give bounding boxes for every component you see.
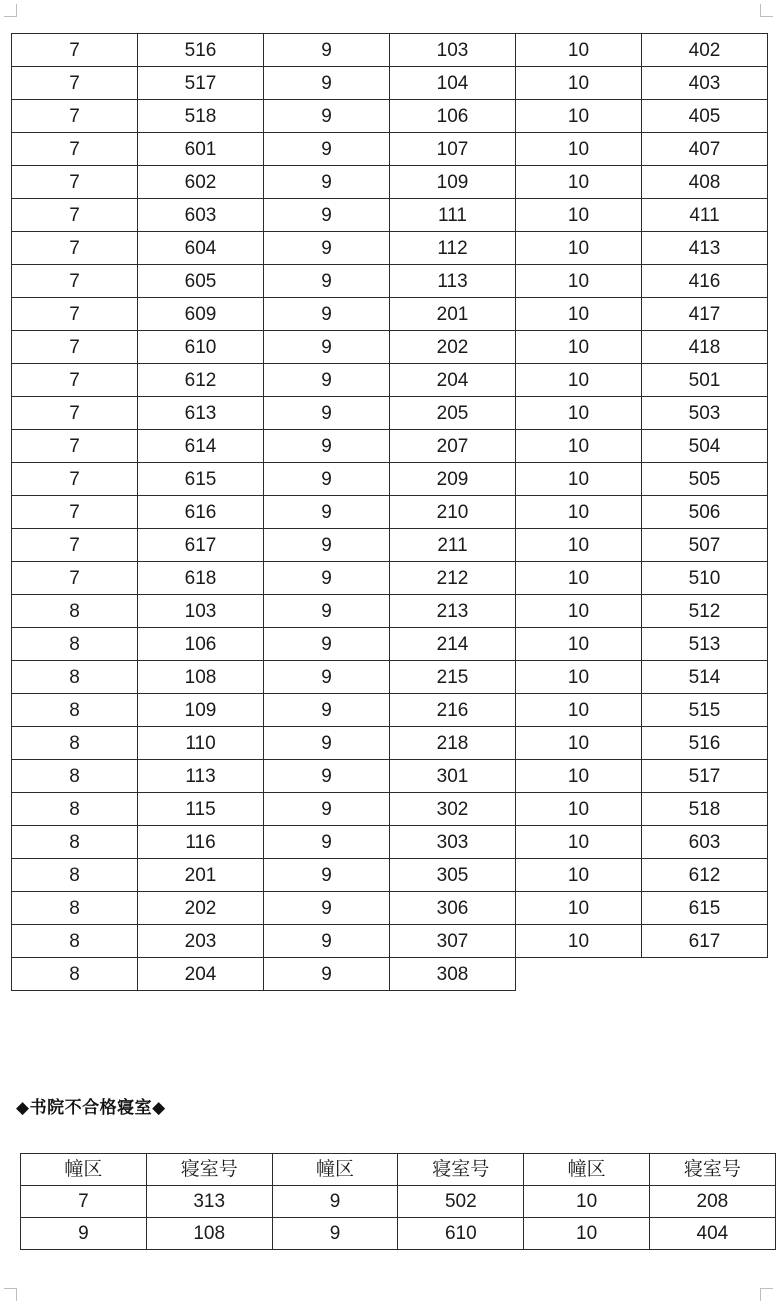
building-cell: 10: [516, 232, 642, 265]
room-cell: 601: [138, 133, 264, 166]
building-cell: 9: [264, 859, 390, 892]
room-cell: 505: [642, 463, 768, 496]
room-cell: 617: [642, 925, 768, 958]
room-cell: 618: [138, 562, 264, 595]
section-heading: ◆书院不合格寝室◆: [16, 1098, 166, 1118]
room-cell: 204: [138, 958, 264, 991]
building-cell: 9: [264, 298, 390, 331]
table-row: [12, 331, 768, 364]
room-cell: 307: [390, 925, 516, 958]
dormitory-list-body: [12, 34, 768, 991]
room-cell: 205: [390, 397, 516, 430]
building-cell: 9: [264, 100, 390, 133]
building-cell: 9: [272, 1186, 398, 1218]
building-cell: 9: [264, 661, 390, 694]
table-row: [12, 397, 768, 430]
building-cell: 10: [516, 265, 642, 298]
building-cell: 8: [12, 826, 138, 859]
table-row: [12, 529, 768, 562]
room-cell: 218: [390, 727, 516, 760]
building-cell: 9: [264, 133, 390, 166]
room-cell: 306: [390, 892, 516, 925]
table-row: [12, 100, 768, 133]
building-cell: 9: [264, 67, 390, 100]
table-row: [12, 166, 768, 199]
room-cell: 612: [138, 364, 264, 397]
room-cell: 212: [390, 562, 516, 595]
building-cell: 8: [12, 892, 138, 925]
building-cell: 8: [12, 727, 138, 760]
building-cell: 9: [264, 529, 390, 562]
room-cell: 513: [642, 628, 768, 661]
room-cell: 512: [642, 595, 768, 628]
building-cell: 10: [516, 859, 642, 892]
table-row: [12, 199, 768, 232]
building-cell: 10: [516, 397, 642, 430]
building-cell: 8: [12, 859, 138, 892]
building-cell: 10: [516, 661, 642, 694]
room-cell: 313: [146, 1186, 272, 1218]
table-row: [21, 1218, 776, 1250]
page-corner-mark: [4, 4, 17, 17]
room-cell: 203: [138, 925, 264, 958]
room-cell: 609: [138, 298, 264, 331]
table-row: [21, 1186, 776, 1218]
building-cell: 10: [516, 529, 642, 562]
building-cell: 10: [516, 364, 642, 397]
room-cell: 613: [138, 397, 264, 430]
table-row: [12, 562, 768, 595]
room-cell: 610: [398, 1218, 524, 1250]
room-cell: 517: [138, 67, 264, 100]
dormitory-list-table: [11, 33, 768, 991]
building-cell: 8: [12, 595, 138, 628]
room-cell: 109: [390, 166, 516, 199]
room-cell: 303: [390, 826, 516, 859]
building-cell: 9: [264, 232, 390, 265]
building-cell: 8: [12, 958, 138, 991]
building-cell: 7: [12, 496, 138, 529]
room-cell: 518: [138, 100, 264, 133]
building-cell: 9: [264, 397, 390, 430]
table-row: [12, 595, 768, 628]
room-cell: 104: [390, 67, 516, 100]
empty-cell: [642, 958, 768, 991]
room-cell: 110: [138, 727, 264, 760]
room-cell: 413: [642, 232, 768, 265]
room-cell: 402: [642, 34, 768, 67]
unqualified-dorm-table: [20, 1153, 776, 1250]
building-cell: 7: [12, 430, 138, 463]
building-cell: 7: [12, 529, 138, 562]
table-row: [12, 727, 768, 760]
building-cell: 7: [12, 133, 138, 166]
room-cell: 516: [642, 727, 768, 760]
room-cell: 516: [138, 34, 264, 67]
room-cell: 208: [649, 1186, 775, 1218]
building-cell: 10: [516, 100, 642, 133]
building-cell: 9: [264, 265, 390, 298]
room-cell: 108: [146, 1218, 272, 1250]
room-cell: 517: [642, 760, 768, 793]
building-cell: 10: [516, 727, 642, 760]
building-cell: 9: [264, 562, 390, 595]
table-row: [12, 628, 768, 661]
building-cell: 9: [264, 595, 390, 628]
building-cell: 7: [12, 34, 138, 67]
building-cell: 7: [12, 100, 138, 133]
room-cell: 308: [390, 958, 516, 991]
header-cell-room: 寝室号: [146, 1154, 272, 1186]
building-cell: 10: [516, 793, 642, 826]
table-row: [12, 133, 768, 166]
room-cell: 209: [390, 463, 516, 496]
room-cell: 605: [138, 265, 264, 298]
table-header-row: [21, 1154, 776, 1186]
building-cell: 10: [516, 331, 642, 364]
room-cell: 603: [138, 199, 264, 232]
room-cell: 211: [390, 529, 516, 562]
building-cell: 10: [516, 760, 642, 793]
building-cell: 10: [516, 496, 642, 529]
building-cell: 10: [524, 1218, 650, 1250]
table-row: [12, 694, 768, 727]
building-cell: 9: [264, 925, 390, 958]
table-row: [12, 958, 768, 991]
room-cell: 515: [642, 694, 768, 727]
room-cell: 106: [138, 628, 264, 661]
room-cell: 302: [390, 793, 516, 826]
building-cell: 8: [12, 628, 138, 661]
room-cell: 214: [390, 628, 516, 661]
room-cell: 108: [138, 661, 264, 694]
building-cell: 8: [12, 793, 138, 826]
room-cell: 503: [642, 397, 768, 430]
building-cell: 7: [12, 331, 138, 364]
building-cell: 9: [264, 760, 390, 793]
building-cell: 10: [516, 463, 642, 496]
building-cell: 7: [12, 298, 138, 331]
building-cell: 10: [516, 826, 642, 859]
room-cell: 201: [390, 298, 516, 331]
room-cell: 615: [138, 463, 264, 496]
room-cell: 107: [390, 133, 516, 166]
building-cell: 7: [12, 166, 138, 199]
room-cell: 109: [138, 694, 264, 727]
room-cell: 103: [138, 595, 264, 628]
building-cell: 10: [516, 562, 642, 595]
room-cell: 610: [138, 331, 264, 364]
room-cell: 614: [138, 430, 264, 463]
building-cell: 10: [516, 892, 642, 925]
building-cell: 9: [264, 628, 390, 661]
building-cell: 10: [516, 199, 642, 232]
room-cell: 112: [390, 232, 516, 265]
building-cell: 8: [12, 661, 138, 694]
building-cell: 10: [516, 67, 642, 100]
room-cell: 407: [642, 133, 768, 166]
room-cell: 216: [390, 694, 516, 727]
header-cell-room: 寝室号: [649, 1154, 775, 1186]
header-cell-building: 幢区: [272, 1154, 398, 1186]
room-cell: 204: [390, 364, 516, 397]
header-cell-building: 幢区: [524, 1154, 650, 1186]
building-cell: 9: [264, 892, 390, 925]
building-cell: 10: [516, 595, 642, 628]
table-row: [12, 661, 768, 694]
building-cell: 8: [12, 760, 138, 793]
room-cell: 612: [642, 859, 768, 892]
table-row: [12, 34, 768, 67]
room-cell: 502: [398, 1186, 524, 1218]
room-cell: 504: [642, 430, 768, 463]
building-cell: 7: [12, 397, 138, 430]
room-cell: 408: [642, 166, 768, 199]
table-row: [12, 232, 768, 265]
building-cell: 8: [12, 694, 138, 727]
table-row: [12, 298, 768, 331]
table-row: [12, 892, 768, 925]
page-corner-mark: [760, 4, 773, 17]
table-row: [12, 265, 768, 298]
building-cell: 9: [264, 430, 390, 463]
empty-cell: [516, 958, 642, 991]
table-row: [12, 430, 768, 463]
building-cell: 7: [12, 199, 138, 232]
building-cell: 7: [12, 364, 138, 397]
building-cell: 10: [516, 430, 642, 463]
building-cell: 9: [264, 166, 390, 199]
room-cell: 207: [390, 430, 516, 463]
unqualified-dorm-body: [21, 1186, 776, 1250]
building-cell: 9: [264, 463, 390, 496]
building-cell: 10: [516, 628, 642, 661]
room-cell: 507: [642, 529, 768, 562]
building-cell: 7: [12, 562, 138, 595]
table-row: [12, 364, 768, 397]
room-cell: 103: [390, 34, 516, 67]
building-cell: 10: [516, 133, 642, 166]
room-cell: 113: [138, 760, 264, 793]
header-cell-room: 寝室号: [398, 1154, 524, 1186]
table-row: [12, 925, 768, 958]
room-cell: 403: [642, 67, 768, 100]
building-cell: 9: [264, 34, 390, 67]
room-cell: 305: [390, 859, 516, 892]
building-cell: 9: [272, 1218, 398, 1250]
table-row: [12, 463, 768, 496]
room-cell: 215: [390, 661, 516, 694]
building-cell: 10: [524, 1186, 650, 1218]
room-cell: 506: [642, 496, 768, 529]
room-cell: 514: [642, 661, 768, 694]
room-cell: 416: [642, 265, 768, 298]
room-cell: 111: [390, 199, 516, 232]
room-cell: 201: [138, 859, 264, 892]
table-row: [12, 67, 768, 100]
building-cell: 7: [12, 67, 138, 100]
room-cell: 617: [138, 529, 264, 562]
building-cell: 9: [264, 727, 390, 760]
room-cell: 602: [138, 166, 264, 199]
room-cell: 501: [642, 364, 768, 397]
room-cell: 210: [390, 496, 516, 529]
room-cell: 301: [390, 760, 516, 793]
room-cell: 405: [642, 100, 768, 133]
table-row: [12, 496, 768, 529]
building-cell: 9: [21, 1218, 147, 1250]
building-cell: 10: [516, 166, 642, 199]
room-cell: 202: [390, 331, 516, 364]
room-cell: 603: [642, 826, 768, 859]
building-cell: 9: [264, 331, 390, 364]
building-cell: 9: [264, 199, 390, 232]
room-cell: 116: [138, 826, 264, 859]
table-row: [12, 793, 768, 826]
building-cell: 10: [516, 694, 642, 727]
building-cell: 9: [264, 826, 390, 859]
table-row: [12, 859, 768, 892]
room-cell: 404: [649, 1218, 775, 1250]
building-cell: 7: [12, 265, 138, 298]
page-corner-mark: [4, 1288, 17, 1301]
header-cell-building: 幢区: [21, 1154, 147, 1186]
room-cell: 616: [138, 496, 264, 529]
room-cell: 518: [642, 793, 768, 826]
building-cell: 8: [12, 925, 138, 958]
building-cell: 7: [21, 1186, 147, 1218]
room-cell: 113: [390, 265, 516, 298]
room-cell: 202: [138, 892, 264, 925]
page-corner-mark: [760, 1288, 773, 1301]
building-cell: 10: [516, 298, 642, 331]
building-cell: 9: [264, 958, 390, 991]
building-cell: 9: [264, 364, 390, 397]
room-cell: 510: [642, 562, 768, 595]
building-cell: 7: [12, 232, 138, 265]
building-cell: 7: [12, 463, 138, 496]
table-row: [12, 826, 768, 859]
room-cell: 604: [138, 232, 264, 265]
building-cell: 9: [264, 694, 390, 727]
building-cell: 10: [516, 34, 642, 67]
building-cell: 9: [264, 496, 390, 529]
building-cell: 10: [516, 925, 642, 958]
room-cell: 417: [642, 298, 768, 331]
room-cell: 418: [642, 331, 768, 364]
building-cell: 9: [264, 793, 390, 826]
room-cell: 115: [138, 793, 264, 826]
room-cell: 411: [642, 199, 768, 232]
room-cell: 213: [390, 595, 516, 628]
room-cell: 106: [390, 100, 516, 133]
table-row: [12, 760, 768, 793]
room-cell: 615: [642, 892, 768, 925]
